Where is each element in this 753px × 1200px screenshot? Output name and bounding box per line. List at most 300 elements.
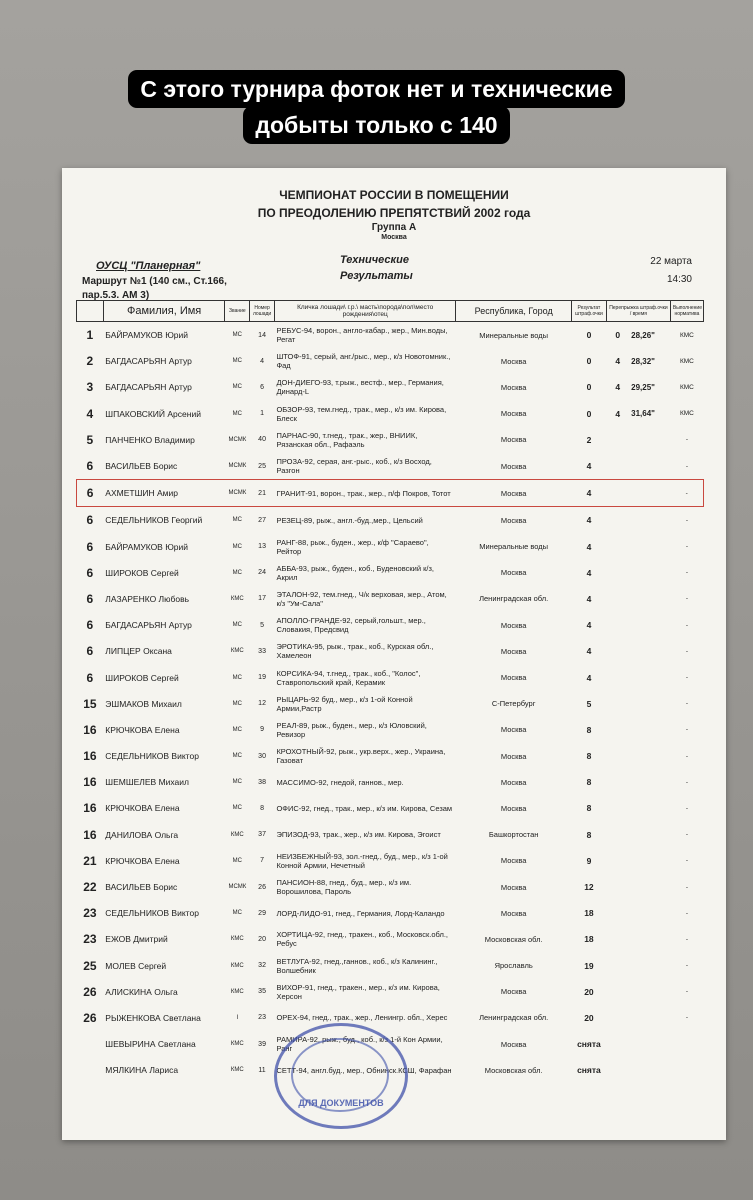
cell-region: Москва xyxy=(500,646,527,656)
cell-num: 14 xyxy=(258,331,266,339)
cell-jo-time: 28,32" xyxy=(631,356,655,366)
cell-jo-time xyxy=(629,926,670,952)
cell-num: 25 xyxy=(258,462,266,470)
cell-rank: МСМК xyxy=(228,463,247,470)
cell-score: 4 xyxy=(586,461,592,472)
cell-score: 8 xyxy=(586,751,592,762)
stamp-text: ДЛЯ ДОКУМЕНТОВ xyxy=(298,1098,384,1108)
cell-jo-time xyxy=(629,612,670,638)
cell-place: 15 xyxy=(83,696,97,711)
cell-region: Башкортостан xyxy=(488,830,539,840)
cell-name: КРЮЧКОВА Елена xyxy=(105,724,180,735)
cell-score: 4 xyxy=(586,515,592,526)
header-norm: Выполнение норматива xyxy=(670,301,703,322)
table-row xyxy=(77,453,704,480)
cell-horse: ЭРОТИКА-95, рыж., трак., коб., Курская обл., Хамелеон xyxy=(276,642,434,661)
cell-jo-time xyxy=(629,1031,670,1057)
cell-name: БАГДАСАРЬЯН Артур xyxy=(105,620,192,631)
header-rank: Звание xyxy=(225,301,250,322)
city-label: Москва xyxy=(381,234,407,241)
cell-norm: - xyxy=(685,543,689,551)
cell-horse: СЕТТ-94, англ.буд., мер., Обнинск.КСШ, Фарафан xyxy=(276,1065,452,1075)
document-subtitle: ПО ПРЕОДОЛЕНИЮ ПРЕПЯТСТВИЙ 2002 года xyxy=(257,206,531,220)
cell-name: БАГДАСАРЬЯН Артур xyxy=(105,356,192,367)
cell-num: 29 xyxy=(258,909,266,917)
cell-score: 18 xyxy=(584,908,594,919)
caption-line-2: добыты только с 140 xyxy=(0,106,753,144)
cell-place: 26 xyxy=(83,984,97,999)
cell-score: 8 xyxy=(586,777,592,788)
cell-num: 30 xyxy=(258,752,266,760)
cell-norm: - xyxy=(685,516,689,524)
cell-jo-pen xyxy=(606,1005,629,1031)
cell-score: 0 xyxy=(586,408,592,419)
cell-region: Москва xyxy=(500,515,527,525)
cell-score: 2 xyxy=(586,434,592,445)
cell-norm: - xyxy=(685,962,689,970)
cell-horse: ЭПИЗОД-93, трак., жер., к/з им. Кирова, Эгоист xyxy=(276,830,441,840)
cell-jo-pen xyxy=(606,586,629,612)
cell-num: 37 xyxy=(258,831,266,839)
cell-norm: - xyxy=(685,621,689,629)
cell-jo-time xyxy=(629,953,670,979)
cell-score: 4 xyxy=(586,541,592,552)
header-place xyxy=(77,301,104,322)
club-name: ОУСЦ "Планерная" xyxy=(96,260,201,272)
cell-name: АХМЕТШИН Амир xyxy=(103,480,225,507)
cell-region: Москва xyxy=(500,461,527,471)
cell-place: 16 xyxy=(83,749,97,764)
cell-rank: МСМК xyxy=(228,884,247,891)
cell-rank: КМС xyxy=(230,962,244,969)
cell-rank: КМС xyxy=(230,1067,244,1074)
cell-jo-pen xyxy=(606,822,629,848)
cell-place: 1 xyxy=(86,328,94,343)
cell-num: 24 xyxy=(258,569,266,577)
cell-jo-time: 29,25" xyxy=(631,382,655,392)
table-row xyxy=(77,664,704,690)
cell-name: АЛИСКИНА Ольга xyxy=(105,986,178,997)
cell-jo-time xyxy=(629,427,670,453)
cell-num: 1 xyxy=(260,410,265,418)
cell-rank: МС xyxy=(232,674,242,681)
cell-jo-pen: 4 xyxy=(615,382,621,393)
cell-jo-pen xyxy=(606,638,629,664)
table-row xyxy=(77,822,704,848)
cell-horse: КРОХОТНЫЙ-92, рыж., укр.верх., жер., Украина, Газоват xyxy=(276,747,446,766)
cell-region: Москва xyxy=(500,382,527,392)
table-row xyxy=(77,348,704,374)
cell-score: 0 xyxy=(586,382,592,393)
caption-line-1: С этого турнира фоток нет и технические xyxy=(0,70,753,108)
cell-name: ШИРОКОВ Сергей xyxy=(105,672,179,683)
cell-horse: ОБЗОР-93, тем.гнед., трак., мер., к/з им. Кирова, Блеск xyxy=(276,404,447,423)
cell-jo-time xyxy=(629,534,670,560)
cell-rank: МС xyxy=(232,332,242,339)
cell-jo-pen: 4 xyxy=(615,356,621,367)
cell-score: 4 xyxy=(586,593,592,604)
cell-name: ШПАКОВСКИЙ Арсений xyxy=(105,408,201,419)
cell-num: 40 xyxy=(258,436,266,444)
cell-norm xyxy=(670,1057,703,1083)
cell-jo-time xyxy=(629,848,670,874)
cell-num: 11 xyxy=(258,1066,266,1074)
header-region: Республика, Город xyxy=(456,301,571,322)
table-row xyxy=(77,900,704,926)
cell-norm: - xyxy=(685,674,689,682)
cell-rank: КМС xyxy=(230,936,244,943)
cell-num: 33 xyxy=(258,647,266,655)
table-row xyxy=(77,874,704,900)
cell-num: 27 xyxy=(258,516,266,524)
cell-name: ЕЖОВ Дмитрий xyxy=(105,934,168,945)
cell-place: 6 xyxy=(86,618,94,633)
cell-horse: ПРОЗА-92, серая, анг.-рыс., коб., к/з Восход, Разгон xyxy=(276,457,432,476)
cell-score: 5 xyxy=(586,698,592,709)
table-row xyxy=(77,1005,704,1031)
cell-horse: ДОН-ДИЕГО-93, т.рыж., вестф., мер., Германия, Динард-L xyxy=(276,378,444,397)
cell-norm: КМС xyxy=(679,357,694,365)
cell-place: 6 xyxy=(86,644,94,659)
cell-score: 12 xyxy=(584,882,594,893)
cell-horse: РЕЗЕЦ-89, рыж., англ.-буд.,мер., Цельсий xyxy=(276,515,423,525)
cell-score: снята xyxy=(577,1065,601,1076)
cell-jo-time xyxy=(629,664,670,690)
cell-rank: МС xyxy=(232,358,242,365)
cell-rank: МС xyxy=(232,517,242,524)
cell-name: ВАСИЛЬЕВ Борис xyxy=(105,461,178,472)
cell-jo-pen xyxy=(606,900,629,926)
cell-region: Московская обл. xyxy=(484,1065,543,1075)
cell-norm: - xyxy=(685,831,689,839)
cell-rank: КМС xyxy=(230,595,244,602)
cell-rank: МС xyxy=(232,753,242,760)
cell-horse: КОРСИКА-94, т.гнед., трак., коб., "Колос", Ставропольский край, Керамик xyxy=(276,668,421,687)
cell-place: 23 xyxy=(83,906,97,921)
table-row xyxy=(77,560,704,586)
results-table xyxy=(76,300,704,1083)
cell-horse: ШТОФ-91, серый, анг./рыс., мер., к/з Новотомник., Фад xyxy=(276,352,451,371)
cell-rank: МСМК xyxy=(225,480,250,507)
cell-place: 2 xyxy=(86,354,94,369)
cell-rank: КМС xyxy=(230,988,244,995)
cell-place: 4 xyxy=(86,406,94,421)
cell-place: 6 xyxy=(86,539,94,554)
cell-name: ДАНИЛОВА Ольга xyxy=(105,829,179,840)
cell-rank: МС xyxy=(232,384,242,391)
cell-horse: РЕБУС-94, ворон., англо-кабар., жер., Мин.воды, Регат xyxy=(276,326,448,345)
cell-norm: - xyxy=(685,436,689,444)
cell-norm: - xyxy=(685,462,689,470)
table-row xyxy=(77,374,704,400)
heading-results: Результаты xyxy=(340,270,413,282)
cell-horse: ЭТАЛОН-92, тем.гнед., Ч/к верховая, жер., Атом, к/з "Ум-Сала" xyxy=(276,589,447,608)
cell-num: 26 xyxy=(258,883,266,891)
cell-jo-pen xyxy=(606,926,629,952)
cell-place: 26 xyxy=(83,1010,97,1025)
cell-jo-time xyxy=(629,717,670,743)
table-header-row xyxy=(77,301,704,322)
cell-name: СЕДЕЛЬНИКОВ Георгий xyxy=(105,515,203,526)
cell-name: ШЕМШЕЛЕВ Михаил xyxy=(105,777,189,788)
cell-region: Москва xyxy=(500,777,527,787)
cell-horse: МАССИМО-92, гнедой, ганнов., мер. xyxy=(276,777,404,787)
cell-horse: ПАНСИОН-88, гнед., буд., мер., к/з им. Ворошилова, Пароль xyxy=(276,878,412,897)
cell-norm: - xyxy=(685,700,689,708)
cell-jo-time xyxy=(629,507,670,534)
header-name: Фамилия, Имя xyxy=(103,301,225,322)
cell-jo-time xyxy=(629,1005,670,1031)
cell-place: 16 xyxy=(83,827,97,842)
header-number: Номер лошади xyxy=(250,301,275,322)
cell-place: 16 xyxy=(83,775,97,790)
cell-region: Москва xyxy=(500,356,527,366)
cell-place: 21 xyxy=(83,853,97,868)
cell-norm: - xyxy=(685,804,689,812)
cell-rank: КМС xyxy=(230,648,244,655)
cell-region: Ленинградская обл. xyxy=(479,594,549,604)
cell-score: 4 xyxy=(586,567,592,578)
cell-jo-pen xyxy=(606,507,629,534)
cell-num: 4 xyxy=(260,357,265,365)
cell-horse: ГРАНИТ-91, ворон., трак., жер., п/ф Покров, Тотот xyxy=(274,480,455,507)
cell-jo-pen xyxy=(606,560,629,586)
cell-rank: МС xyxy=(232,622,242,629)
cell-norm: - xyxy=(685,752,689,760)
cell-region: Москва xyxy=(500,409,527,419)
table-row xyxy=(77,401,704,427)
cell-rank: МС xyxy=(232,779,242,786)
cell-horse: РЫЦАРЬ-92 буд., мер., к/з 1-ой Конной Армии,Растр xyxy=(276,694,413,713)
cell-jo-time xyxy=(629,795,670,821)
event-date: 22 марта xyxy=(650,256,692,267)
cell-place: 6 xyxy=(86,670,94,685)
cell-norm: - xyxy=(685,569,689,577)
table-row xyxy=(77,795,704,821)
header-result: Результат штраф.очки xyxy=(571,301,606,322)
cell-region: Москва xyxy=(500,856,527,866)
cell-rank: МС xyxy=(232,569,242,576)
cell-name: ЭШМАКОВ Михаил xyxy=(105,698,182,709)
cell-jo-pen xyxy=(606,717,629,743)
route-line-2: пар.5.3. АМ 3) xyxy=(82,290,150,301)
table-row xyxy=(77,612,704,638)
cell-rank: МС xyxy=(232,857,242,864)
cell-score: 4 xyxy=(586,646,592,657)
cell-horse: РАНГ-88, рыж., буден., жер., к/ф "Сараево", Рейтор xyxy=(276,537,429,556)
cell-score: 18 xyxy=(584,934,594,945)
table-row xyxy=(77,953,704,979)
table-row xyxy=(77,979,704,1005)
cell-name: СЕДЕЛЬНИКОВ Виктор xyxy=(105,908,199,919)
cell-place: 25 xyxy=(83,958,97,973)
cell-jo-pen: 4 xyxy=(615,408,621,419)
cell-jo-time xyxy=(629,586,670,612)
cell-horse: НЕИЗБЕЖНЫЙ-93, зол.-гнед., буд., мер., к/з 1-ой Конной Армии, Нечетный xyxy=(276,851,448,870)
cell-jo-pen xyxy=(606,795,629,821)
cell-name: БАЙРАМУКОВ Юрий xyxy=(105,330,189,341)
document-title: ЧЕМПИОНАТ РОССИИ В ПОМЕЩЕНИИ xyxy=(279,188,509,202)
cell-num: 21 xyxy=(250,480,275,507)
cell-horse: ВЕТЛУГА-92, гнед.,ганнов., коб., к/з Калининг., Волшебник xyxy=(276,956,438,975)
cell-name: БАЙРАМУКОВ Юрий xyxy=(105,541,189,552)
cell-horse: РЕАЛ-89, рыж., буден., мер., к/з Юловский, Ревизор xyxy=(276,720,427,739)
header-jumpoff: Перепрыжка штраф.очки / время xyxy=(606,301,670,322)
cell-horse: РАМИРА-92, рыж., буд., коб., к/з 1-й Кон Армии, Ранг xyxy=(276,1035,443,1054)
cell-rank: I xyxy=(236,1014,239,1021)
cell-rank: КМС xyxy=(230,831,244,838)
cell-rank: МС xyxy=(232,700,242,707)
cell-jo-pen xyxy=(606,480,629,507)
cell-region: С-Петербург xyxy=(491,699,536,709)
cell-jo-pen xyxy=(606,979,629,1005)
cell-place: 3 xyxy=(86,380,94,395)
cell-score: 0 xyxy=(586,330,592,341)
cell-region: Москва xyxy=(500,751,527,761)
cell-place: 16 xyxy=(83,801,97,816)
cell-num: 8 xyxy=(260,804,265,812)
cell-score: снята xyxy=(577,1039,601,1050)
table-row xyxy=(77,507,704,534)
cell-jo-time xyxy=(629,822,670,848)
cell-region: Московская обл. xyxy=(484,934,543,944)
cell-norm: - xyxy=(685,909,689,917)
cell-horse: ХОРТИЦА-92, гнед., тракен., коб., Московск.обл., Ребус xyxy=(276,930,448,949)
cell-jo-time xyxy=(629,638,670,664)
cell-norm: - xyxy=(685,883,689,891)
table-row xyxy=(77,717,704,743)
cell-name: КРЮЧКОВА Елена xyxy=(105,855,180,866)
cell-num: 39 xyxy=(258,1040,266,1048)
cell-jo-time xyxy=(629,560,670,586)
cell-jo-pen xyxy=(606,1031,629,1057)
cell-norm: - xyxy=(685,988,689,996)
table-row xyxy=(77,926,704,952)
cell-region: Ярославль xyxy=(494,961,533,971)
cell-jo-pen xyxy=(606,534,629,560)
cell-name: ШЕВЫРИНА Светлана xyxy=(105,1039,196,1050)
cell-name: СЕДЕЛЬНИКОВ Виктор xyxy=(105,751,199,762)
cell-name: БАГДАСАРЬЯН Артур xyxy=(105,382,192,393)
cell-num: 23 xyxy=(258,1014,266,1022)
cell-name: МЯЛКИНА Лариса xyxy=(105,1065,179,1076)
cell-jo-time: 31,64" xyxy=(631,409,655,419)
cell-jo-time xyxy=(629,691,670,717)
cell-norm: - xyxy=(670,480,703,507)
cell-num: 9 xyxy=(260,726,265,734)
table-row xyxy=(77,848,704,874)
cell-jo-time xyxy=(629,480,670,507)
cell-name: ШИРОКОВ Сергей xyxy=(105,567,179,578)
results-body xyxy=(77,322,704,1084)
cell-norm: КМС xyxy=(679,383,694,391)
cell-name: РЫЖЕНКОВА Светлана xyxy=(105,1012,201,1023)
cell-horse: АПОЛЛО-ГРАНДЕ-92, серый,гольшт., мер., Словакия, Предсвид xyxy=(276,616,426,635)
cell-region: Москва xyxy=(500,435,527,445)
cell-place: 22 xyxy=(83,880,97,895)
cell-region: Москва xyxy=(456,480,571,507)
cell-score: 19 xyxy=(584,960,594,971)
cell-rank: МС xyxy=(232,543,242,550)
cell-num: 35 xyxy=(258,988,266,996)
cell-score: 8 xyxy=(586,803,592,814)
cell-jo-pen xyxy=(606,743,629,769)
table-row xyxy=(77,427,704,453)
cell-region: Москва xyxy=(500,568,527,578)
cell-norm: - xyxy=(685,1014,689,1022)
cell-norm: КМС xyxy=(679,410,694,418)
cell-num: 17 xyxy=(258,595,266,603)
cell-region: Москва xyxy=(500,882,527,892)
table-row xyxy=(77,638,704,664)
cell-norm: - xyxy=(685,778,689,786)
cell-jo-pen xyxy=(606,664,629,690)
cell-num: 7 xyxy=(260,857,265,865)
cell-name: ЛИПЦЕР Оксана xyxy=(105,646,172,657)
cell-horse: ПАРНАС-90, т.гнед., трак., жер., ВНИИК, Рязанская обл., Рафаэль xyxy=(276,430,418,449)
cell-region: Москва xyxy=(500,803,527,813)
cell-name: МОЛЕВ Сергей xyxy=(105,960,167,971)
cell-place: 6 xyxy=(86,459,94,474)
cell-num: 38 xyxy=(258,778,266,786)
cell-rank: МС xyxy=(232,726,242,733)
table-row xyxy=(77,586,704,612)
table-row xyxy=(77,691,704,717)
cell-num: 5 xyxy=(260,621,265,629)
cell-jo-pen xyxy=(606,612,629,638)
cell-region: Минеральные воды xyxy=(479,542,549,552)
table-row xyxy=(77,480,704,507)
cell-score: 9 xyxy=(586,855,592,866)
group-label: Группа А xyxy=(371,222,417,233)
cell-jo-pen xyxy=(606,848,629,874)
cell-norm xyxy=(670,1031,703,1057)
cell-norm: КМС xyxy=(679,331,694,339)
cell-jo-time: 28,26" xyxy=(631,330,655,340)
cell-num: 32 xyxy=(258,962,266,970)
cell-rank: МС xyxy=(232,910,242,917)
cell-jo-time xyxy=(629,1057,670,1083)
cell-jo-pen xyxy=(606,691,629,717)
cell-region: Ленинградская обл. xyxy=(479,1013,549,1023)
cell-jo-time xyxy=(629,900,670,926)
cell-jo-time xyxy=(629,979,670,1005)
cell-jo-time xyxy=(629,769,670,795)
cell-region: Москва xyxy=(500,987,527,997)
table-row xyxy=(77,534,704,560)
cell-horse: ОРЕХ-94, гнед., трак., жер., Ленингр. обл., Херес xyxy=(276,1013,448,1023)
cell-region: Москва xyxy=(500,725,527,735)
cell-num: 20 xyxy=(258,935,266,943)
cell-score: 20 xyxy=(584,1012,594,1023)
table-row xyxy=(77,743,704,769)
cell-norm: - xyxy=(685,857,689,865)
cell-jo-pen xyxy=(606,1057,629,1083)
stamp-seal xyxy=(274,1023,408,1129)
cell-num: 13 xyxy=(258,543,266,551)
cell-region: Москва xyxy=(500,908,527,918)
cell-name: ЛАЗАРЕНКО Любовь xyxy=(105,593,190,604)
heading-technical: Технические xyxy=(340,254,409,266)
cell-jo-pen xyxy=(606,769,629,795)
cell-jo-pen xyxy=(606,427,629,453)
cell-score: 4 xyxy=(586,672,592,683)
cell-jo-time xyxy=(629,453,670,480)
event-time: 14:30 xyxy=(666,274,692,285)
cell-jo-pen xyxy=(606,453,629,480)
cell-norm: - xyxy=(685,595,689,603)
cell-region: Москва xyxy=(500,673,527,683)
